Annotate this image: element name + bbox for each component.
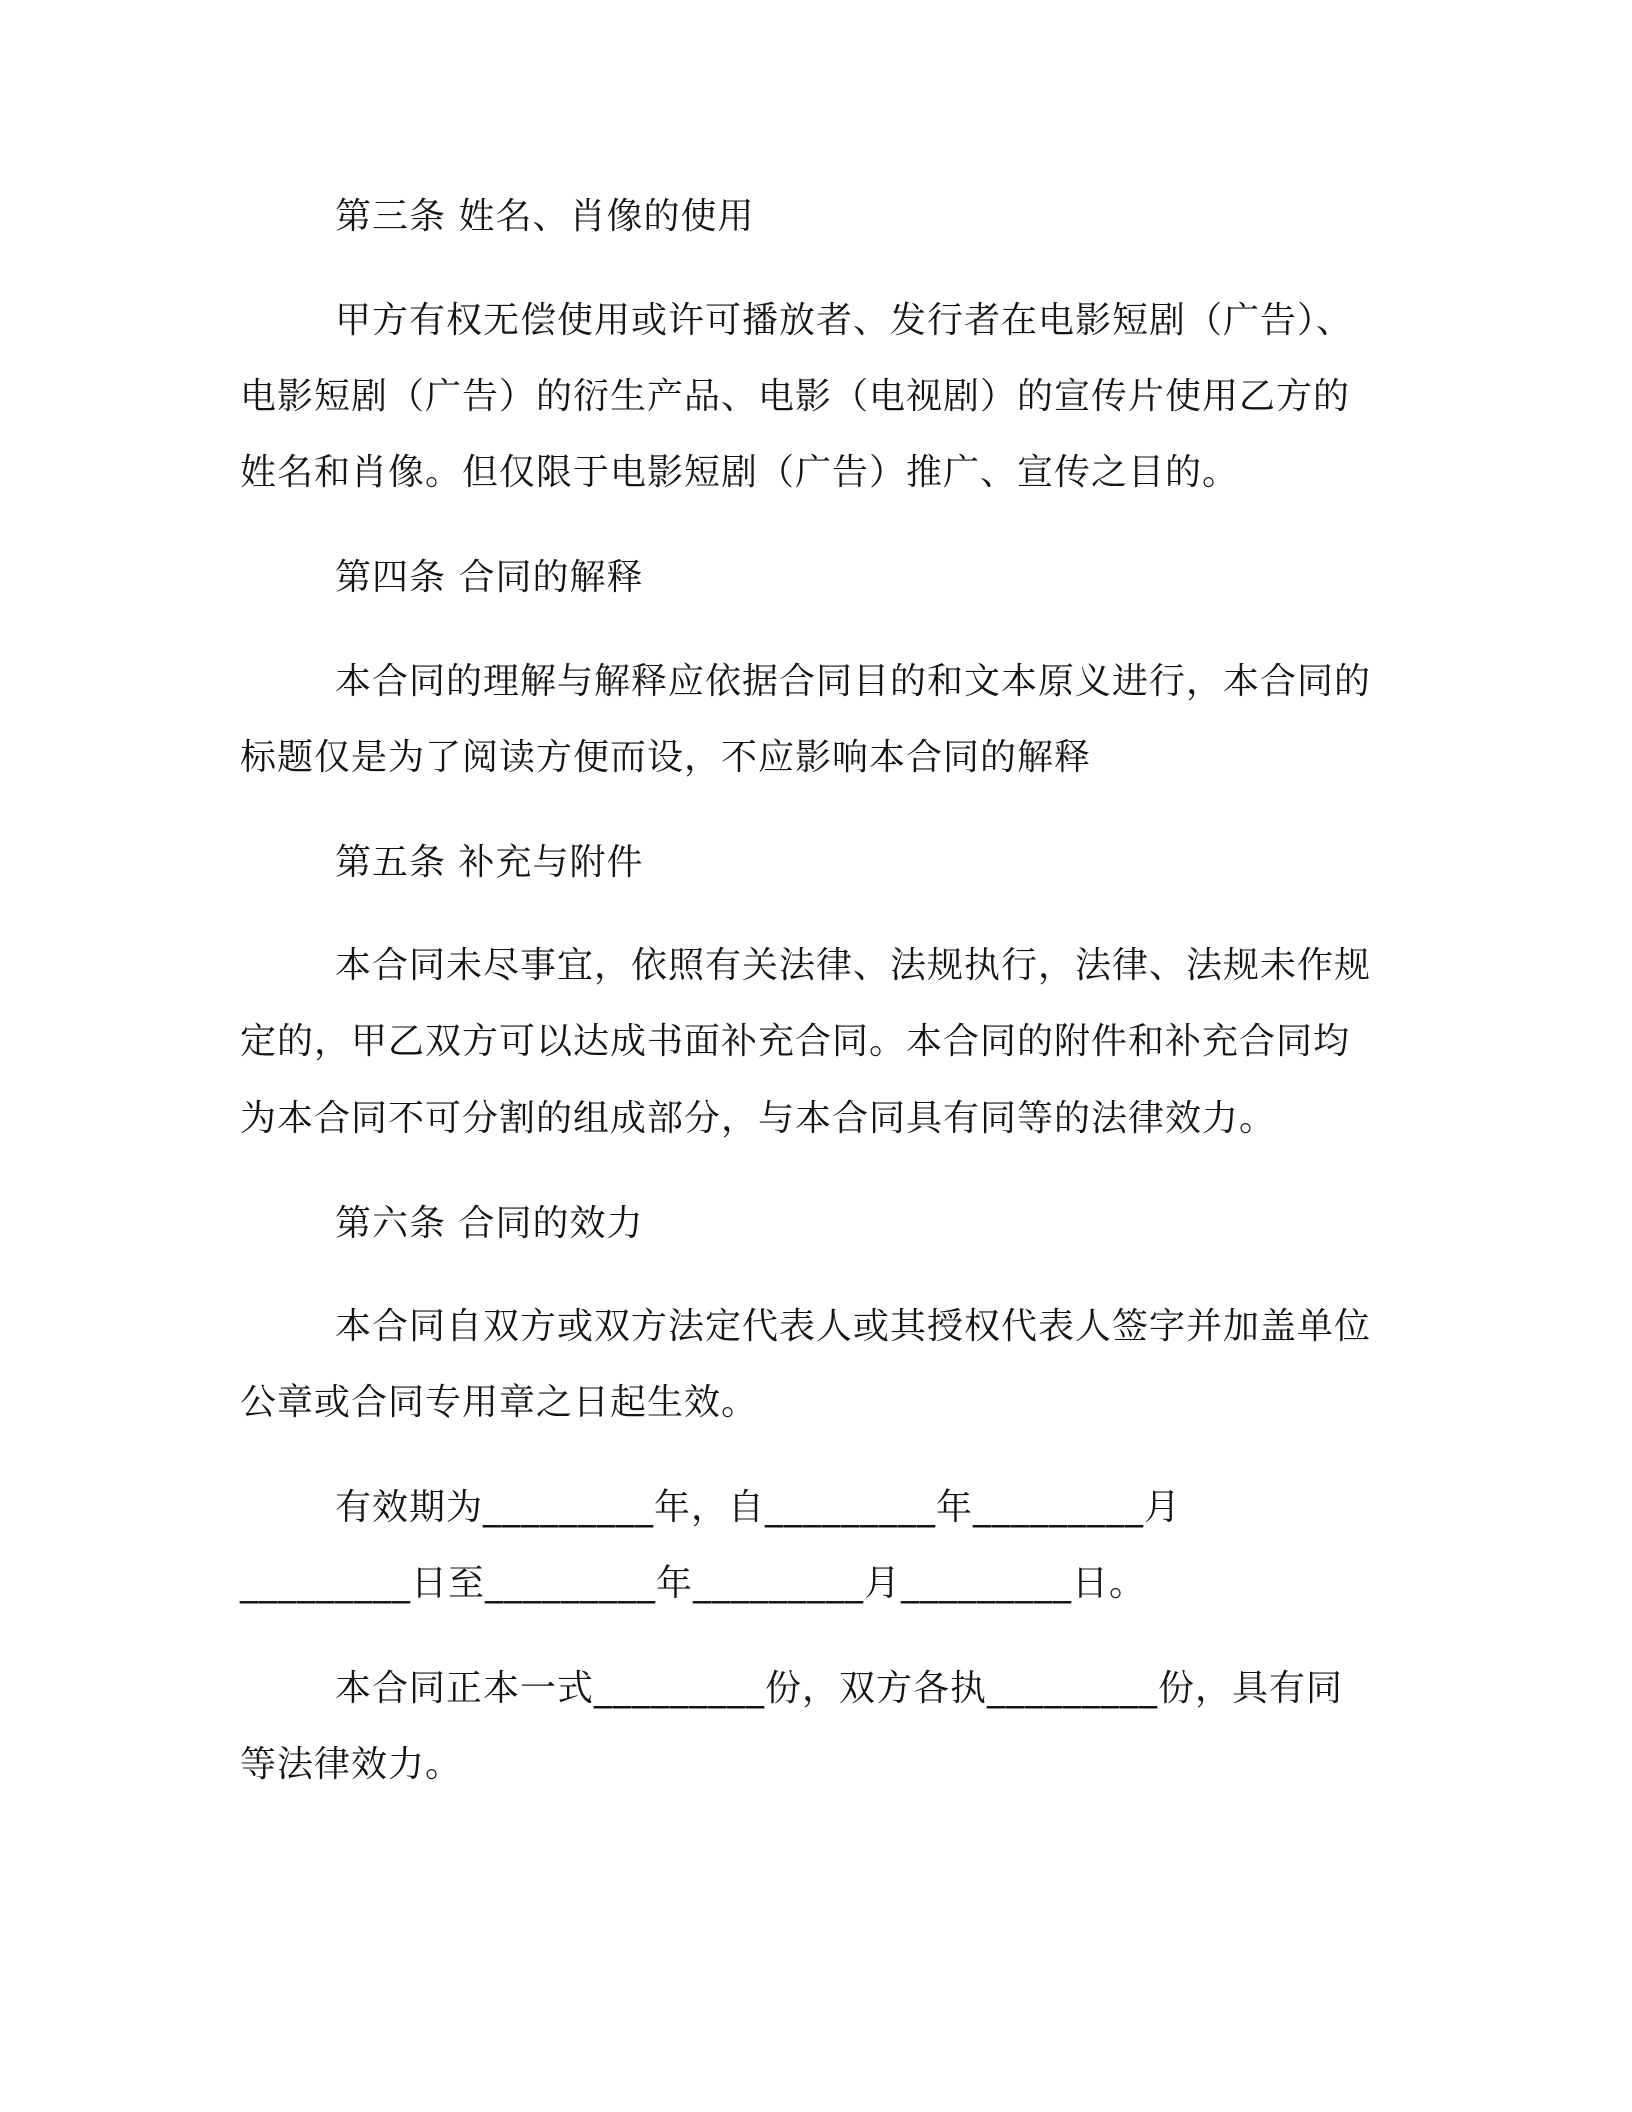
copies-line-1: 本合同正本一式_________份，双方各执_________份，具有同: [335, 1668, 1344, 1709]
article5-line-3: 为本合同不可分割的组成部分，与本合同具有同等的法律效力。: [240, 1098, 1277, 1139]
article4-line-2: 标题仅是为了阅读方便而设，不应影响本合同的解释: [240, 737, 1092, 778]
article4-heading: 第四条 合同的解释: [335, 557, 644, 598]
article6-line-2: 公章或合同专用章之日起生效。: [240, 1382, 759, 1423]
article3-line-3: 姓名和肖像。但仅限于电影短剧（广告）推广、宣传之目的。: [240, 452, 1240, 493]
article3-line-1: 甲方有权无偿使用或许可播放者、发行者在电影短剧（广告）、: [335, 300, 1354, 341]
article5-line-2: 定的，甲乙双方可以达成书面补充合同。本合同的附件和补充合同均: [240, 1021, 1351, 1062]
article4-line-1: 本合同的理解与解释应依据合同目的和文本原义进行，本合同的: [335, 661, 1372, 702]
article3-line-2: 电影短剧（广告）的衍生产品、电影（电视剧）的宣传片使用乙方的: [240, 376, 1351, 417]
article6-heading: 第六条 合同的效力: [335, 1203, 644, 1244]
article5-line-1: 本合同未尽事宜，依照有关法律、法规执行，法律、法规未作规: [335, 945, 1372, 986]
copies-line-2: 等法律效力。: [240, 1744, 463, 1785]
article5-heading: 第五条 补充与附件: [335, 842, 644, 883]
validity-line-2: _________日至_________年_________月_________日。: [240, 1563, 1147, 1604]
article6-line-1: 本合同自双方或双方法定代表人或其授权代表人签字并加盖单位: [335, 1306, 1372, 1347]
validity-line-1: 有效期为_________年，自_________年_________月: [335, 1487, 1182, 1528]
article3-heading: 第三条 姓名、肖像的使用: [335, 196, 755, 237]
